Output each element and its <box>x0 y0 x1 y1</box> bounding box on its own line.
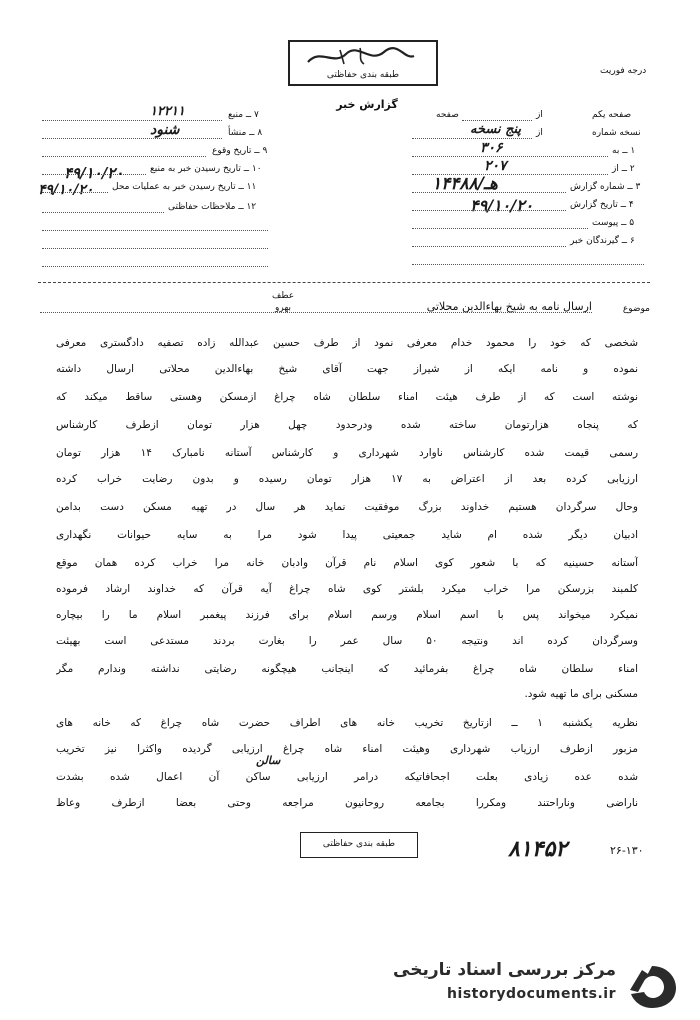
left-field-value: ۱۲۲۱۱ <box>150 104 185 119</box>
classification-label: طبقه بندی حفاظتی <box>326 70 400 80</box>
classification-stamp-box <box>288 40 438 86</box>
dotted-line <box>412 228 588 229</box>
dotted-line <box>412 246 566 247</box>
body-line: ادبیان دیگر شده ام شاید جمعیتی پیدا شود مرا به سایه حیوانات نگهداری <box>56 529 638 541</box>
dotted-line <box>40 312 592 313</box>
right-field-value: ۳۰۶ <box>480 140 503 156</box>
side-note-line: بهرو <box>275 303 292 313</box>
urgency-label: درجه فوریت <box>600 66 647 76</box>
right-field-value: ۴۹/۱۰/۲۰ <box>470 196 534 215</box>
right-field-label: نسخه شماره <box>592 128 641 138</box>
right-field-label: ۱ ــ به <box>612 146 636 156</box>
dotted-line <box>42 266 268 267</box>
dotted-line <box>412 138 532 139</box>
right-field-label: ۳ ــ شماره گزارش <box>570 182 641 192</box>
right-field-value: پنج نسخه <box>470 122 522 137</box>
left-field-label: ۷ ــ منبع <box>228 110 259 120</box>
left-field-value: ۴۹/۱۰/۲۰ <box>38 182 94 198</box>
archive-watermark <box>393 954 692 1020</box>
dotted-line <box>42 174 146 175</box>
left-field-value: شنود <box>150 122 180 138</box>
watermark-title: مرکز بررسی اسناد تاریخی <box>393 960 616 980</box>
body-line: شده عده زیادی بعلت اجحافاتیکه درامر ارزیابی ساکن آن اعمال شده بشدت <box>56 771 638 783</box>
dotted-line <box>462 120 532 121</box>
dotted-line <box>42 212 164 213</box>
body-line: ارزیابی کرده بعد از اعتراض به ۱۷ هزار تومان رسیده و بدون رضایت خراب کرده <box>56 473 638 485</box>
body-line: آستانه حسینیه که با شعور کوی اسلام نام قرآن وادبان خانه مرا خراب کرده همان موقع <box>56 557 638 569</box>
dotted-line <box>42 156 206 157</box>
body-line: که پنجاه هزارتومان ساخته شده ودرحدود چهل هزار تومان ازطرف کارشناس <box>56 419 638 431</box>
left-field-label: ۹ ــ تاریخ وقوع <box>212 146 268 156</box>
left-field-label: ۱۱ ــ تاریخ رسیدن خبر به عملیات محل <box>112 182 257 192</box>
body-line: نظریه یکشنبه ۱ ــ ازتاریخ تخریب خانه های اطراف حضرت شاه چراغ که خانه های <box>56 717 638 729</box>
left-field-value: ۴۹/۱۰/۲۰ <box>64 164 124 182</box>
dotted-line <box>42 120 222 121</box>
right-field-value: ۲۰۷ <box>484 158 507 174</box>
subject-side-note <box>272 290 294 314</box>
dotted-line <box>42 138 222 139</box>
body-line: مسکنی برای ما تهیه شود. <box>524 688 638 700</box>
body-line: رسمی قیمت شده کارشناس ناوارد شهرداری و کارشناس آستانه نامبارک ۱۴ هزار تومان <box>56 447 638 459</box>
watermark-url: historydocuments.ir <box>447 986 616 1002</box>
footer-classification-box <box>300 832 418 858</box>
separator-line <box>38 282 650 283</box>
right-field-mid: از <box>536 110 543 120</box>
side-note-line: عطف <box>272 291 295 301</box>
left-field-label: ۱۰ ــ تاریخ رسیدن خبر به منبع <box>150 164 262 174</box>
margin-note: سالن <box>256 754 281 767</box>
subject-line <box>40 291 650 320</box>
footer-classification-label: طبقه بندی حفاظتی <box>322 839 396 849</box>
stamp-scribble-icon <box>300 44 420 70</box>
dotted-line <box>42 230 268 231</box>
right-field-label: ۲ ــ از <box>612 164 635 174</box>
body-line: شخصی که خود را محمود خدام معرفی نمود از طرف حسین عبدالله زاده تصفیه دادگستری معرفی <box>56 337 638 349</box>
left-field-label: ۱۲ ــ ملاحظات حفاظتی <box>168 202 257 212</box>
dotted-line <box>412 156 608 157</box>
dotted-line <box>42 248 268 249</box>
subject-label: موضوع <box>622 304 650 314</box>
right-field-label: صفحه یکم <box>592 110 632 120</box>
archive-logo-icon <box>626 962 678 1010</box>
body-line: نمیکرد میخواند پس با اسم اسلام ورسم اسلام برای فرزند پیغمبر اسلام ما را بیچاره <box>56 609 638 621</box>
right-field-label: ۴ ــ تاریخ گزارش <box>570 200 634 210</box>
body-line: نموده و نامه ایکه از شیراز جهت آقای شیخ بهاءالدین محلاتی ارسال داشته <box>56 363 638 375</box>
dotted-line <box>412 192 566 193</box>
body-line: وسرگردان کرده اند ونتیجه ۵۰ سال عمر را بغارت بردند مستدعی است بهیئت <box>56 635 638 647</box>
body-line: کلمبند بزرسکن مرا خراب میکرد بلشتر کوی شاه چراغ آیه قرآن که خداوند ارشاد فرموده <box>56 583 638 595</box>
archive-code: ۲۶-۱۳۰ <box>610 844 644 857</box>
dotted-line <box>42 192 108 193</box>
subject-text: ارسال نامه به شیخ بهاءالدین محلاتی <box>426 300 592 313</box>
right-field-label: ۶ ــ گیرندگان خبر <box>570 236 635 246</box>
dotted-line <box>412 210 566 211</box>
right-field-value: ۱۴۴۸۸/هـ <box>432 174 498 194</box>
body-line: وحال سرگردان هستیم خداوند بزرگ موفقیت نماید هر سال در تهیه مسکن دست بدامن <box>56 501 638 513</box>
right-field-mid: از <box>536 128 543 138</box>
right-field-value: صفحه <box>436 110 459 120</box>
body-line: امناء سلطان شاه چراغ بفرمائید که اینجانب هیچگونه رضایتی نداشته وندارم مگر <box>56 663 638 675</box>
body-line: مزبور ازطرف ارزیاب شهرداری وهیئت امناء شاه چراغ ارزیابی گردیده واکثرا نیز تخریب <box>56 743 638 755</box>
report-title: گزارش خبر <box>336 98 398 111</box>
right-field-label: ۵ ــ پیوست <box>592 218 635 228</box>
left-field-label: ۸ ــ منشأ <box>228 128 263 138</box>
dotted-line <box>412 264 644 265</box>
body-line: نوشته است که از طرف هیئت امناء سلطان شاه چراغ ازمسکن وهستی ساقط میکند که <box>56 391 638 403</box>
file-number: ۸۱۴۵۲ <box>508 836 568 862</box>
body-line: ناراضی وناراحتند ومکررا بجامعه روحانیون مراجعه وحتی بعضا ازطرف وعاظ <box>56 797 638 809</box>
